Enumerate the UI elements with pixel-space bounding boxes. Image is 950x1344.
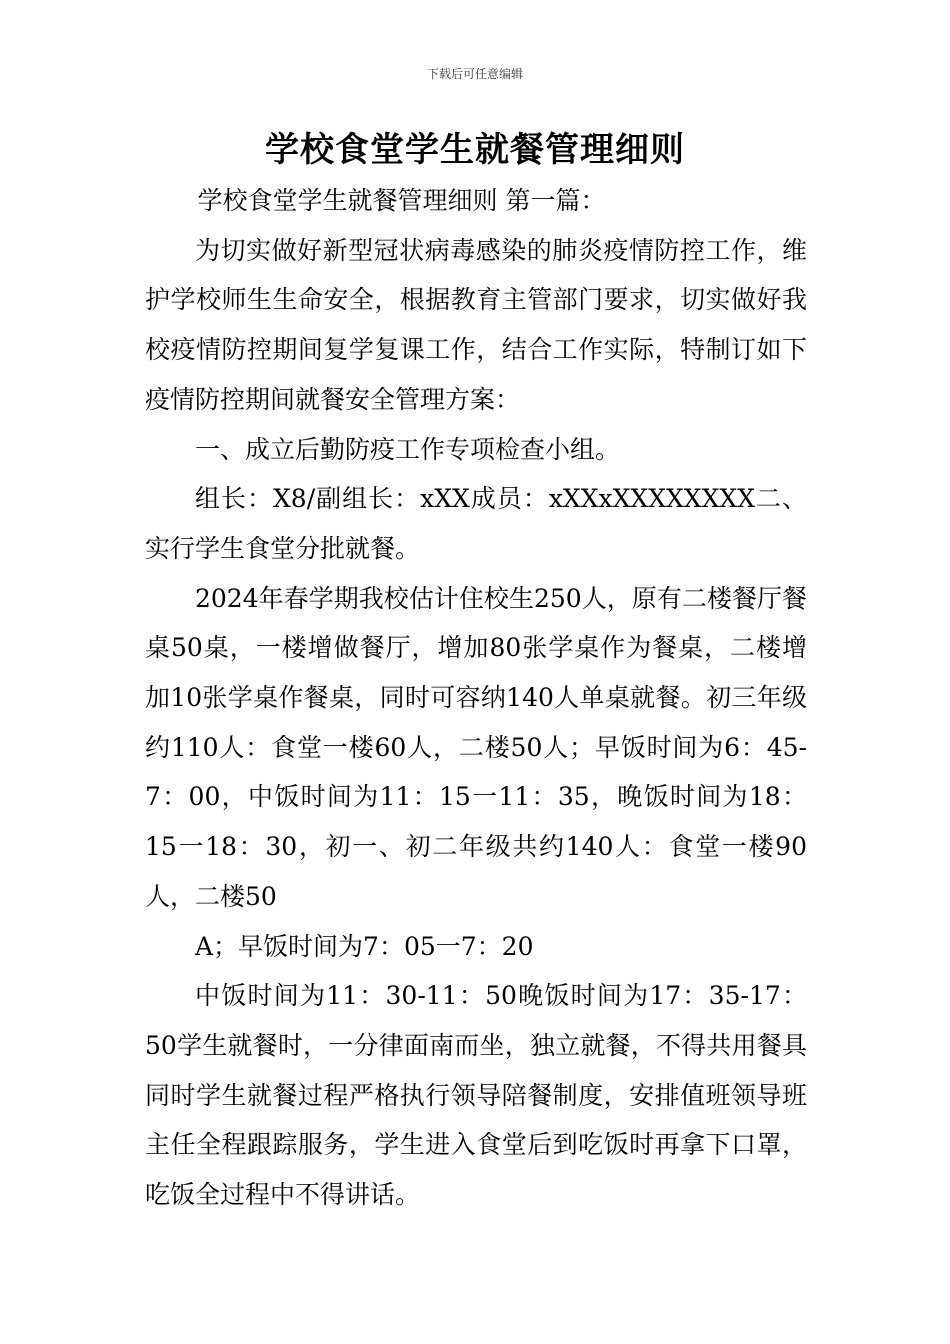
paragraph-intro: 为切实做好新型冠状病毒感染的肺炎疫情防控工作，维护学校师生生命安全，根据教育主管部门要求，切实做好我校疫情防控期间复学复课工作，结合工作实际，特制订如下疫情防控期间就餐安全管理方案：	[145, 235, 807, 414]
paragraph-dining-rules: 中饭时间为11：30-11：50晚饭时间为17：35-17：50学生就餐时，一分律面南而坐，独立就餐，不得共用餐具同时学生就餐过程严格执行领导陪餐制度，安排值班领导班主任全程跟踪服务，学生进入食堂后到吃饭时再拿下口罩，吃饭全过程中不得讲话。	[145, 981, 807, 1210]
paragraph-dining-schedule: 2024年春学期我校估计住校生250人，原有二楼餐厅餐桌50桌，一楼增做餐厅，增加80张学桌作为餐桌，二楼增加10张学桌作餐桌，同时可容纳140人单桌就餐。初三年级约110人：食堂一楼60人，二楼50人；早饭时间为6：45-7：00，中饭时间为11：15一11：35，晚饭时间为18：15一18：30，初一、初二年级共约140人：食堂一楼90人，二楼50	[145, 583, 807, 911]
document-body	[145, 176, 807, 1220]
paragraph-section-one: 一、成立后勤防疫工作专项检查小组。	[195, 434, 621, 464]
paragraph-group-members: 组长：X8/副组长：xXX成员：xXXxXXXXXXXX二、实行学生食堂分批就餐。	[145, 484, 807, 563]
document-title: 学校食堂学生就餐管理细则	[265, 130, 685, 170]
paragraph-breakfast-time: A；早饭时间为7：05一7：20	[195, 931, 534, 961]
page-header-note: 下载后可任意编辑	[426, 67, 523, 81]
paragraph-subtitle: 学校食堂学生就餐管理细则 第一篇：	[197, 186, 606, 215]
